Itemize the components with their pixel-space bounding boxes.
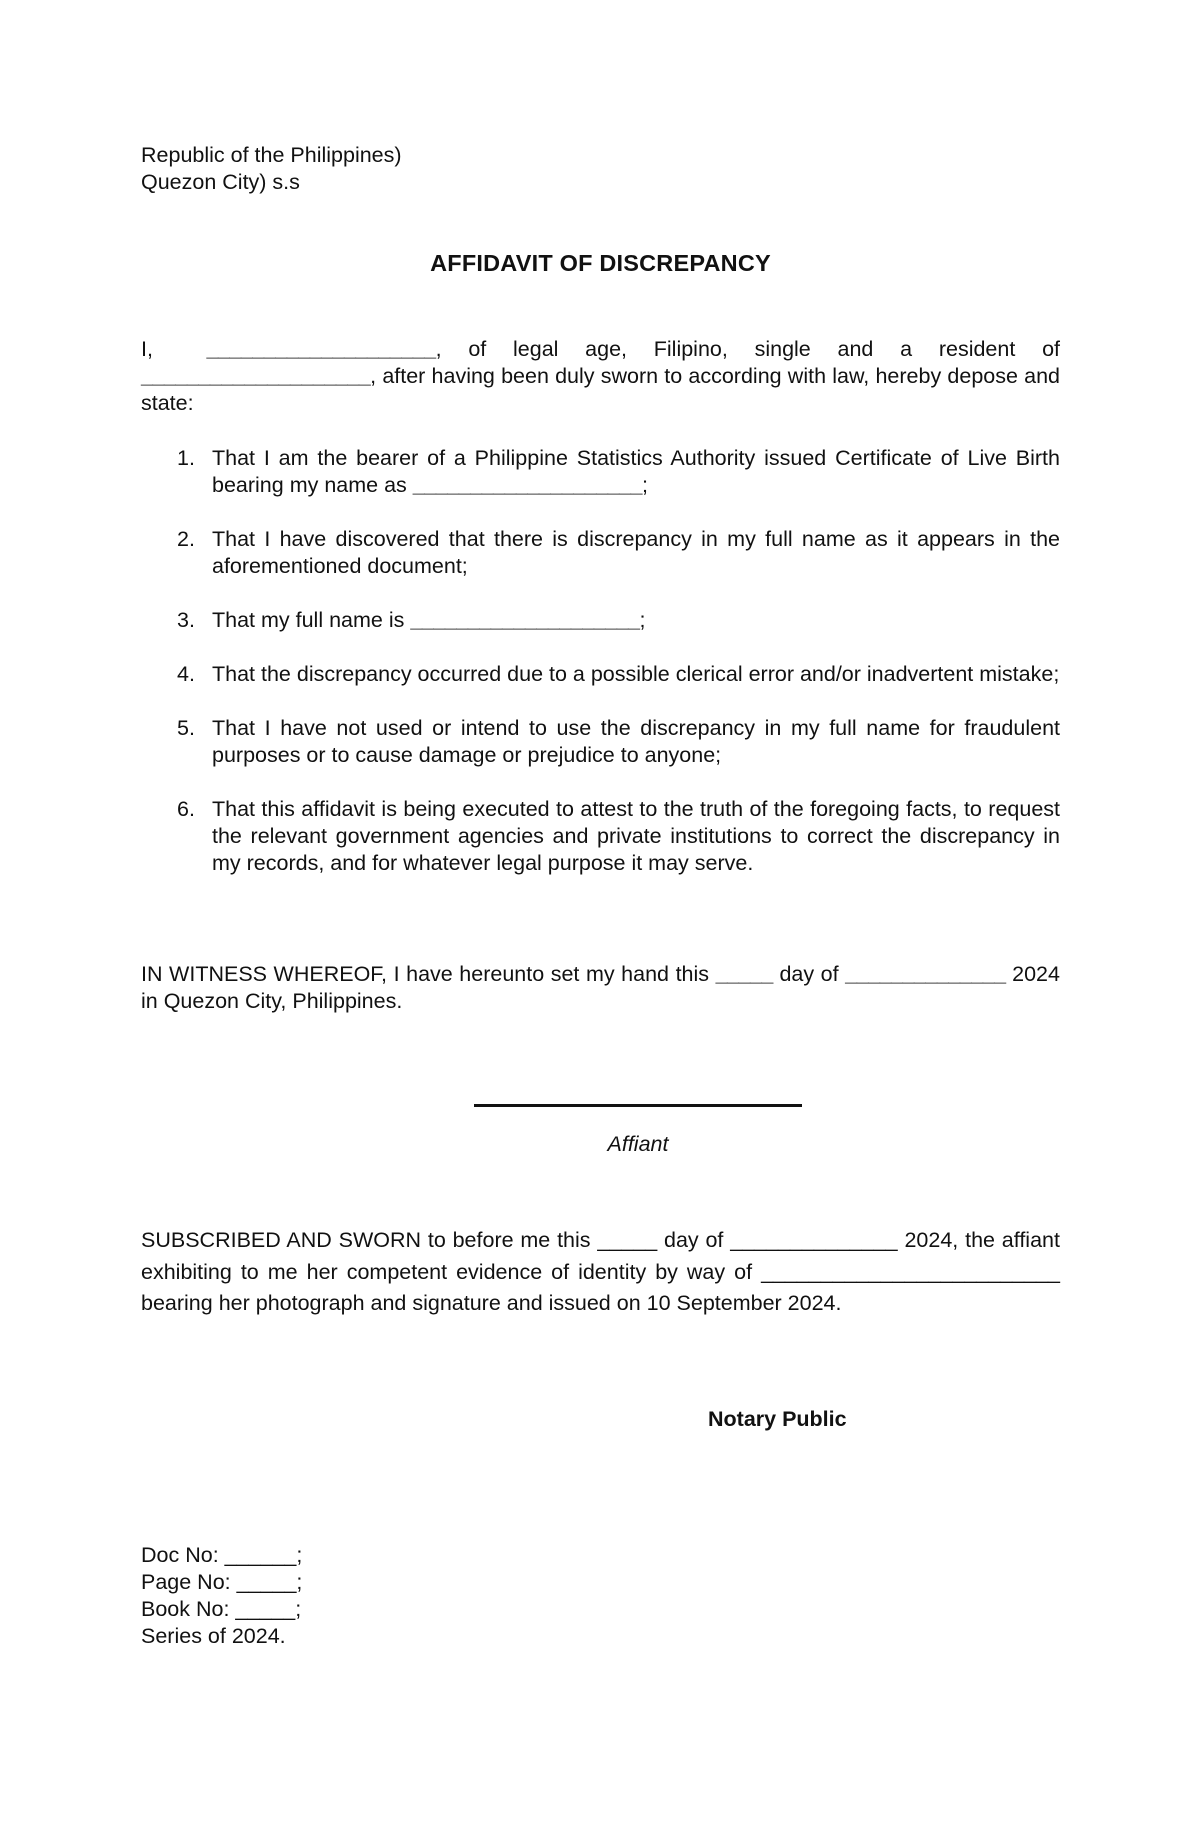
list-item	[141, 607, 1060, 634]
jurat-day-blank: _____	[597, 1228, 658, 1252]
item-number: 6.	[177, 797, 195, 821]
item-number: 1.	[177, 446, 195, 470]
witness-prefix: IN WITNESS WHEREOF, I have hereunto set my hand this	[141, 962, 710, 986]
intro-suffix: , after having been duly sworn to according with law, hereby depose and state:	[141, 364, 1060, 415]
affiant-label: Affiant	[607, 1132, 669, 1156]
jurat-mid2: 2024, the affiant exhibiting to me her competent evidence of identity by way of	[141, 1228, 1060, 1284]
jurat-prefix: SUBSCRIBED AND SWORN to before me this	[141, 1228, 591, 1252]
item-text: That this affidavit is being executed to attest to the truth of the foregoing facts, to request the relevant government agencies and private institutions to correct the discrepancy in my records, and for whatever legal purpose it may serve.	[212, 797, 1060, 875]
list-item	[141, 661, 1060, 688]
list-item	[141, 796, 1060, 877]
book-no: Book No: _____;	[141, 1597, 302, 1621]
jurat-paragraph	[141, 1225, 1060, 1320]
witness-middle: day of	[779, 962, 839, 986]
name-blank: ____________________	[206, 337, 436, 361]
item-end: ;	[641, 473, 648, 497]
full-name-blank: ____________________	[410, 608, 640, 632]
list-item	[141, 445, 1060, 499]
witness-suffix: 2024 in Quezon City, Philippines.	[141, 962, 1060, 1013]
jurat-suffix: bearing her photograph and signature and issued on 10 September 2024.	[141, 1291, 842, 1315]
notarial-register-block	[141, 1542, 302, 1650]
document-title: AFFIDAVIT OF DISCREPANCY	[430, 250, 771, 276]
doc-no: Doc No: ______;	[141, 1543, 303, 1567]
statement-list	[141, 445, 1060, 904]
item-text: That the discrepancy occurred due to a possible clerical error and/or inadvertent mistake;	[212, 662, 1060, 686]
item-number: 2.	[177, 527, 195, 551]
residence-blank: ____________________	[141, 364, 371, 388]
series: Series of 2024.	[141, 1624, 286, 1648]
item-end: ;	[639, 608, 646, 632]
item-text: That I have discovered that there is discrepancy in my full name as it appears in the aforementioned document;	[212, 527, 1060, 578]
jurat-id-blank: _________________________	[761, 1259, 1060, 1284]
item-number: 5.	[177, 716, 195, 740]
jurat-month-blank: ______________	[730, 1228, 898, 1252]
page-no: Page No: _____;	[141, 1570, 303, 1594]
venue-block	[141, 142, 402, 196]
item-text: That my full name is	[212, 608, 405, 632]
item-text: That I have not used or intend to use the discrepancy in my full name for fraudulent purposes or to cause damage or prejudice to anyone;	[212, 716, 1060, 767]
venue-republic: Republic of the Philippines)	[141, 143, 402, 167]
jurat-mid1: day of	[663, 1228, 724, 1252]
item-number: 3.	[177, 608, 195, 632]
witness-month-blank: ______________	[845, 962, 1006, 986]
item-number: 4.	[177, 662, 195, 686]
item-text: That I am the bearer of a Philippine Statistics Authority issued Certificate of Live Birth bearing my name as	[212, 446, 1060, 497]
birth-name-blank: ____________________	[412, 473, 642, 497]
intro-middle: , of legal age, Filipino, single and a resident of	[435, 337, 1060, 361]
notary-public-label: Notary Public	[708, 1407, 847, 1431]
intro-prefix: I,	[141, 337, 153, 361]
venue-city: Quezon City) s.s	[141, 170, 300, 194]
intro-paragraph	[141, 336, 1060, 417]
witness-day-blank: _____	[715, 962, 773, 986]
witness-paragraph	[141, 961, 1060, 1015]
signature-line	[474, 1104, 802, 1107]
list-item	[141, 526, 1060, 580]
list-item	[141, 715, 1060, 769]
